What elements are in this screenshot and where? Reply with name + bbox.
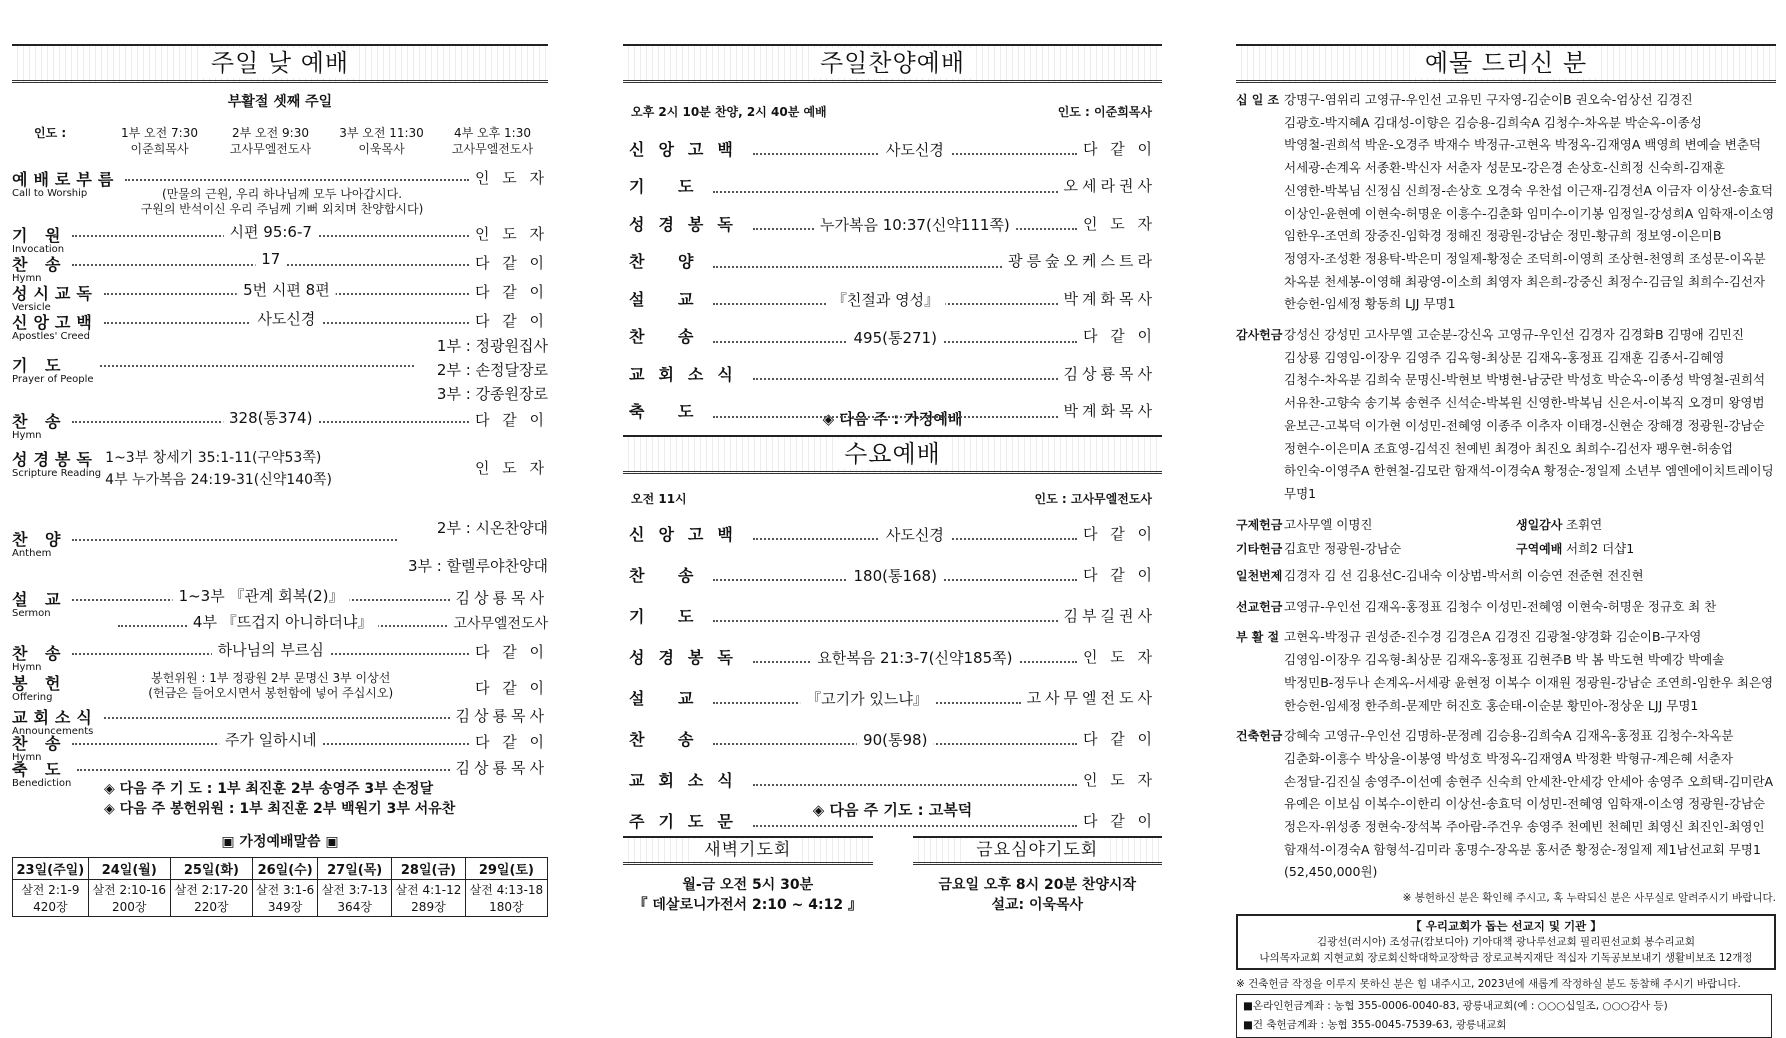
sunday-worship-title: 주일 낮 예배 [201,48,359,78]
offering-category-label: 감사헌금 [1236,328,1283,342]
offering-pair: 구제헌금 고사무엘 이명진 생일감사 조휘연 [1236,516,1603,532]
dawn-prayer: 새벽기도회 월-금 오전 5시 30분 『 데살로니가전서 2:10 ~ 4:12 』 [623,836,873,915]
offering-category-label: 부 활 절 [1236,630,1280,645]
item-call-to-worship: 예배로부름 Call to Worship 인 도 자 [12,169,548,199]
offerings-header [1236,44,1776,83]
account-box: ■온라인헌금계좌 : 농협 355-0006-0040-83, 광릉내교회(예 : ○○○십일조, ○○○감사 등) ■건 축헌금계좌 : 농협 355-0045-7539-63, 광릉내교회 [1236,994,1772,1038]
offering-names: 고영규-우인선 김재옥-홍정표 김청수 이성민-전혜영 이현숙-허명운 정규호 최 찬 [1284,598,1717,614]
order-item-leader: 인 도 자 [1082,214,1156,233]
anthem-choirs: 2부 : 시온찬양대 3부 : 할렐루야찬양대 [407,519,548,575]
item-scripture: 성경봉독 Scripture Reading 1~3부 창세기 35:1-11(구약53쪽) 4부 누가복음 24:19-31(신약140쪽) 인 도 자 [12,447,548,491]
offering-category-label: 건축헌금 [1236,729,1283,744]
item-hymn-3: 찬 송 Hymn 하나님의 부르심 다 같 이 [12,641,548,673]
order-item-leader: 김부길권사 [1063,606,1156,625]
family-hymn-number: 364장 [337,900,372,914]
order-item-name: 기 도 [629,177,708,196]
service-time-3: 3부 오전 11:30 이욱목사 [339,126,424,156]
reading-2: 4부 누가복음 24:19-31(신약140쪽) [105,472,333,488]
order-item-leader: 고사무엘전도사 [1026,688,1156,707]
item-hymn-1: 찬 송 Hymn 17 다 같 이 [12,250,548,284]
order-item-name: 교회소식 [629,770,747,790]
family-day: 28일(금) [392,858,466,880]
family-day: 25일(화) [170,858,252,880]
family-verse-ref: 살전 2:17-20 [174,883,249,897]
friday-prayer: 금요심야기도회 금요일 오후 8시 20분 찬양시작 설교: 이욱목사 [913,836,1163,915]
order-item-name: 기 도 [629,606,708,626]
offering-category-label: 십 일 조 [1236,93,1280,107]
item-hymn-4: 찬 송 Hymn 주가 일하시네 다 같 이 [12,731,548,763]
family-verse [465,880,547,917]
family-verse [88,880,170,917]
reading-1: 1~3부 창세기 35:1-11(구약53쪽) [105,450,322,466]
order-item-detail: 『친절과 영성』 [826,289,945,310]
order-item-name: 찬 송 [629,565,708,585]
family-hymn-number: 420장 [33,900,68,914]
family-day: 27일(목) [318,858,392,880]
praise-info [631,103,1152,120]
order-item-detail: 90(통98) [857,729,933,750]
item-hymn-2: 찬 송 Hymn 328(통374) 다 같 이 [12,409,548,441]
order-item [629,562,1156,586]
praise-time: 오후 2시 10분 찬양, 2시 40분 예배 [631,105,827,119]
offering-category-label: 일천번제 [1236,569,1283,583]
family-hymn-number: 200장 [111,900,147,914]
call-to-worship-text: (만물의 근원, 우리 하나님께 모두 나아갑시다. 구원의 반석이신 우리 주님께 기뻐 외치며 찬양합시다) [140,187,424,216]
item-offering: 봉 헌 Offering 봉헌위원 : 1부 정광원 2부 문명신 3부 이상선 (헌금은 들어오시면서 봉헌함에 넣어 주십시오) 다 같 이 [12,671,548,703]
order-item-detail: 『고기가 있느냐』 [800,688,934,709]
family-hymn-number: 289장 [411,900,446,914]
order-item [629,521,1156,545]
order-item-name: 찬 송 [629,327,708,346]
prayer-leaders: 1부 : 정광원집사 2부 : 손정달장로 3부 : 강종원장로 [436,337,548,403]
order-item-leader: 다 같 이 [1082,811,1156,830]
wed-worship-header [623,435,1162,474]
family-day: 24일(월) [88,858,170,880]
order-item [629,136,1156,160]
item-sermon: 설 교 Sermon 1~3부 『관계 회복(2)』 김상룡목사 [12,587,548,619]
family-hymn-number: 180장 [489,900,524,914]
order-item-name: 설 교 [629,688,708,708]
family-verse [252,880,317,917]
praise-worship-title: 주일찬양예배 [810,48,975,78]
item-prayer: 기 도 Prayer of People [12,353,420,385]
order-item [629,603,1156,627]
order-item [629,726,1156,750]
family-worship-table [12,857,548,917]
item-sermon-4: 4부 『뜨겁지 아니하더냐』 고사무엘전도사 [112,613,548,633]
family-verse [392,880,466,917]
wed-leader: 인도 : 고사무엘전도사 [1034,492,1152,506]
praise-next: ◈ 다음 주 : 가정예배 [822,410,963,428]
item-versicle: 성시교독 Versicle 5번 시편 8편 다 같 이 [12,281,548,313]
sunday-worship-header [12,44,548,83]
order-item [629,685,1156,709]
offering-names: 강명구-염위리 고영규-우인선 고유민 구자영-김순이B 권오숙-엄상선 김경진 김광호-박지혜A 김대성-이향은 김승용-김희숙A 김청수-차옥분 박순옥-이종성 박영철-권희석 박운-오경주 박재수 박정규-고현옥 박정옥-김재영A 백영희 변예슬 변춘덕 서세광-손계옥 서종환-박신자 서춘자 성문모-강은경 손상호-신희정 신숙희-김재훈 신영한-박복님 신정심 신희정-손상호 오경숙 우찬섭 이근재-김경선A 이금자 이상선-송효덕 이상인-윤현예 이현숙-허명운 이흥수-김춘화 임미수-이기봉 임정일-강성희A 임학재-이소영 임한우-조연희 장중진-임학경 정해진 정광원-강남순 정민-황규희 정보영-이은미B 정영자-조성환 정용탁-박은미 정일제-황정순 조덕희-이영희 조상현-천영희 조성문-이옥분 차옥분 천세봉-이영해 최광영-이소희 최영자 최은희-강중신 최정수-김금일 최희수-김선자 한승헌-임세정 황동희 LJJ 무명1 [1284,92,1774,312]
order-item-name: 교회소식 [629,364,747,384]
order-item-leader: 다 같 이 [1082,139,1156,158]
order-item-detail: 180(통168) [848,565,943,586]
offering-note: (헌금은 들어오시면서 봉헌함에 넣어 주십시오) [148,686,394,700]
offering-pair: 기타헌금 김효만 정광원-강남순 구역예배 서희2 더샵1 [1236,541,1635,557]
order-item-name: 설 교 [629,289,708,309]
order-item-name: 주기도문 [629,811,747,831]
item-anthem: 찬 양 Anthem [12,527,403,559]
offering-names: 김경자 김 선 김용선C-김내숙 이상범-박서희 이승연 전준현 전진현 [1284,568,1644,583]
item-benediction: 축 도 Benediction 김상룡목사 [12,759,548,789]
order-item-name: 성경봉독 [629,214,747,234]
family-day: 26일(수) [252,858,317,880]
family-hymn-number: 220장 [194,900,229,914]
wed-time: 오전 11시 [631,492,687,506]
order-item [629,286,1156,310]
family-verse-ref: 살전 2:10-16 [92,883,166,897]
order-item-leader: 박계화목사 [1063,402,1156,420]
praise-worship-header [623,44,1162,83]
order-item [629,808,1156,832]
order-item [629,399,1156,423]
family-worship-title: ▣ 가정예배말씀 ▣ [221,834,339,850]
order-item-leader: 인 도 자 [1082,770,1156,789]
order-item-detail: 요한복음 21:3-7(신약185쪽) [811,647,1018,668]
wed-info [631,490,1152,507]
family-verse-ref: 살전 3:7-13 [321,883,388,897]
offerings-title: 예물 드리신 분 [1415,48,1597,78]
order-item-name: 찬 송 [629,729,708,749]
order-item-leader: 오세라권사 [1063,177,1156,195]
service-time-1: 1부 오전 7:30 이준희목사 [121,126,198,156]
order-item [629,249,1156,273]
family-verse [318,880,392,917]
offering-category-label: 선교헌금 [1236,599,1283,614]
order-item-name: 찬 양 [629,252,708,271]
order-item-leader: 인 도 자 [1082,647,1156,666]
family-verse-ref: 살전 2:1-9 [21,883,80,897]
family-day: 23일(주일) [13,858,89,880]
order-item-leader: 광릉숲오케스트라 [1008,252,1156,270]
order-item-leader: 다 같 이 [1082,729,1156,748]
order-item [629,324,1156,348]
order-item-detail: 사도신경 [880,139,950,160]
offering-notice: ※ 봉헌하신 분은 확인해 주시고, 혹 누락되신 분은 사무실로 알려주시기 바랍니다. [1402,892,1776,905]
family-verse [170,880,252,917]
order-item [629,174,1156,198]
family-verse [13,880,89,917]
order-item-leader: 박계화목사 [1063,289,1156,308]
item-announcements: 교회소식 Announcements 김상룡목사 [12,707,548,737]
next-week-offering: ◈ 다음 주 봉헌위원 : 1부 최진훈 2부 백원기 3부 서유찬 [104,801,456,817]
item-creed: 신앙고백 Apostles' Creed 사도신경 다 같 이 [12,310,548,342]
order-item-detail: 누가복음 10:37(신약111쪽) [814,214,1016,235]
family-verse-ref: 살전 4:13-18 [469,883,544,897]
order-item [629,361,1156,385]
offering-names: 강성신 강성민 고사무엘 고순분-강신옥 고영규-우인선 김경자 김경화B 김명애 김민진 김상룡 김영임-이장우 김영주 김옥형-최상문 김재옥-홍정표 김재훈 김종서-김혜영 김청수-차옥분 김희숙 문명신-박현보 박병현-남궁란 박성호 박순옥-이종성 박영철-권희석 서유찬-고향숙 송기복 송현주 신석순-박복원 신영한-박복님 신은서-이복직 오경미 왕영범 윤보근-고복덕 이가현 이성민-전혜영 이종주 이추자 이태경-신현순 장해경 정광원-강남순 정현수-이은미A 조효영-김석진 천예빈 최경아 최진오 최희수-김선자 팽우현-허송업 하인숙-이영주A 한현철-김모란 함재석-이경숙A 황정순-정일제 소년부 엠엔에이치트레이딩 무명1 [1284,327,1774,501]
offering-committee: 봉헌위원 : 1부 정광원 2부 문명신 3부 이상선 [151,671,391,685]
praise-worship-column [623,44,1162,915]
family-verse-ref: 살전 3:1-6 [255,883,315,897]
order-item [629,211,1156,235]
order-item-name: 신앙고백 [629,524,747,544]
prayer-meetings [623,836,1162,915]
order-item [629,644,1156,668]
order-item-leader: 다 같 이 [1082,565,1156,584]
order-item-leader: 김상룡목사 [1063,364,1156,383]
offering-names: 강혜숙 고영규-우인선 김명하-문정례 김승용-김희숙A 김재옥-홍정표 김청수-차옥분 김춘화-이흥수 박상을-이봉영 박성호 박정옥-김재영A 박정환 박형규-계은혜 서춘자 손정달-김진실 송영주-이선예 송현주 신숙희 안세찬-안세강 안세아 송영주 오희택-김미란A 유예은 이보심 이복수-이한리 이상선-송효덕 이성민-전혜영 임학재-이소영 정광원-강남순 정은자-위성종 정현숙-장석복 주아람-주건우 송영주 천예빈 천혜민 최영신 최진인-최영인 함재석-이경숙A 함형석-김미라 홍명수-장옥분 홍서준 황정순-정일제 제1남선교회 무명1 (52,450,000원) [1284,728,1774,880]
wed-worship-title: 수요예배 [834,439,951,469]
next-week-prayer: ◈ 다음 주 기 도 : 1부 최진훈 2부 송영주 3부 손정달 [104,781,434,797]
order-item-leader: 다 같 이 [1082,524,1156,543]
service-times [12,125,548,157]
item-invocation: 기 원 Invocation 시편 95:6-7 인 도 자 [12,223,548,255]
order-item-name: 신앙고백 [629,139,747,159]
order-item-name: 축 도 [629,402,708,421]
wed-next: ◈ 다음 주 기도 : 고복덕 [812,801,973,819]
family-verse-ref: 살전 4:1-12 [395,883,462,897]
sunday-worship-column [12,44,548,917]
offering-names: 고현옥-박정규 권성준-진수경 김경은A 김경진 김광철-양경화 김순이B-구자영 김영임-이장우 김옥형-최상문 김재옥-홍정표 김현주B 박 봄 박도현 박예강 박예솔 박정민B-정두나 손계옥-서세광 윤현정 이복수 이재원 정광원-강남순 조연희-임한우 최은영 한승헌-임세정 한주희-문제만 허진호 홍순태-이순분 황민아-정상운 LJJ 무명1 [1284,629,1774,713]
times-label: 인도 : [34,126,67,140]
service-time-2: 2부 오전 9:30 고사무엘전도사 [229,126,312,156]
service-time-4: 4부 오후 1:30 고사무엘전도사 [451,126,534,156]
order-item-leader: 다 같 이 [1082,327,1156,345]
order-item-detail: 사도신경 [880,524,950,545]
order-item-detail: 495(통271) [848,327,943,348]
praise-leader: 인도 : 이준희목사 [1057,105,1152,119]
order-item [629,767,1156,791]
family-day: 29일(토) [465,858,547,880]
praise-order [629,120,1156,420]
order-item-name: 성경봉독 [629,647,747,667]
family-hymn-number: 349장 [267,900,303,914]
offerings-column [1236,44,1776,1032]
sunday-subtitle: 부활절 셋째 주일 [227,94,333,110]
building-notice: ※ 건축헌금 작정을 이루지 못하신 분은 힘 내주시고, 2023년에 새롭게 작정하실 분도 동참해 주시기 바랍니다. [1236,978,1741,991]
offerings-list [1236,89,1776,1032]
mission-box: 【 우리교회가 돕는 선교지 및 기관 】 김광선(러시아) 조성규(캄보디아) 기아대책 광나루선교회 필리핀선교회 봉수리교회 나의목자교회 지현교회 장로회신학대학교장학금 장로교복지재단 적십자 기독공보보내기 생활비보조 12개정 [1236,914,1776,970]
